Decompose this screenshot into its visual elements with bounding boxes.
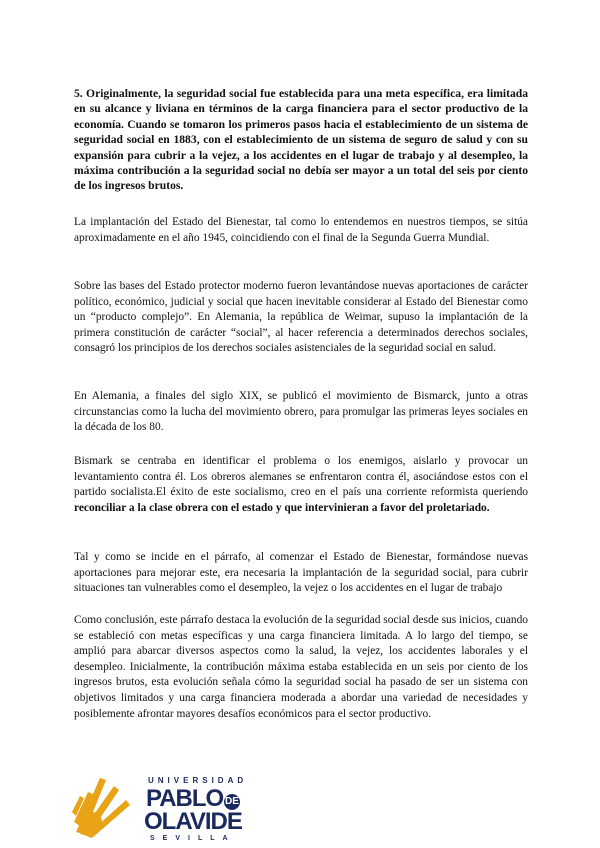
university-logo — [70, 772, 270, 842]
logo-name-olavide: OLAVIDE — [144, 808, 242, 835]
paragraph-5: Tal y como se incide en el párrafo, al comenzar el Estado de Bienestar, formándose nuevas aportaciones para mejorar este, era necesaria la implantación de la seguridad social, para cubrir situaciones tan vulnerables como el desempleo, la vejez o los accidentes en el lugar de trabajo — [74, 551, 528, 595]
paragraph-4-text: Bismark se centraba en identificar el problema o los enemigos, aislarlo y provocar un levantamiento contra él. Los obreros alemanes se enfrentaron contra él, asociándose estos con el partido socialista.El éxito de este socialismo, creo en el país una corriente reformista queriendo — [74, 455, 528, 499]
paragraph-6: Como conclusión, este párrafo destaca la evolución de la seguridad social desde sus inicios, cuando se estableció con metas específicas y una carga financiera limitada. A lo largo del tiempo, se amplió para abarcar diversos aspectos como la salud, la vejez, los accidentes laborales y el desempleo. Inicialmente, la contribución máxima estaba establecida en un seis por ciento de los ingresos brutos, esta evolución señala cómo la seguridad social ha pasado de ser un sistema con objetivos limitados y una carga financiera moderada a abordar una variedad de necesidades y posiblemente afrontar mayores desafíos económicos para el sector productivo. — [74, 614, 528, 720]
paragraph-2: Sobre las bases del Estado protector moderno fueron levantándose nuevas aportaciones de carácter político, económico, judicial y social que hacen inevitable considerar al Estado del Bienestar como un “producto complejo”. En Alemania, la república de Weimar, supuso la implantación de la primera constitución de carácter “social”, al hacer referencia a determinados derechos sociales, consagró los principios de los derechos sociales asistenciales de la seguridad social en salud. — [74, 280, 528, 355]
sun-emblem-icon — [70, 772, 134, 838]
paragraph-1: La implantación del Estado del Bienestar, tal como lo entendemos en nuestros tiempos, se sitúa aproximadamente en el año 1945, coincidiendo con el final de la Segunda Guerra Mundial. — [74, 216, 528, 244]
logo-name-pablo: PABLO — [146, 785, 224, 812]
logo-name-de: DE — [224, 794, 240, 810]
paragraph-4 — [74, 454, 528, 516]
paragraph-3: En Alemania, a finales del siglo XIX, se publicó el movimiento de Bismarck, junto a otras circunstancias como la lucha del movimiento obrero, para promulgar las primeras leyes sociales en la década de los 80. — [74, 390, 528, 434]
heading-paragraph: 5. Originalmente, la seguridad social fue establecida para una meta específica, era limitada en su alcance y liviana en términos de la carga financiera para el sector productivo de la economía. Cuando se tomaron los primeros pasos hacia el establecimiento de un sistema de seguridad social en 1883, con el establecimiento de un sistema de seguro de salud y con su expansión para cubrir a la vejez, a los accidentes en el lugar de trabajo y al desempleo, la máxima contribución a la seguridad social no debía ser mayor a un total del seis por ciento de los ingresos brutos. — [74, 87, 528, 193]
paragraph-4-bold-text: reconciliar a la clase obrera con el estado y que intervinieran a favor del proletariado. — [74, 501, 490, 514]
logo-university-text: UNIVERSIDAD — [148, 776, 248, 785]
logo-city-text: SEVILLA — [150, 835, 236, 842]
